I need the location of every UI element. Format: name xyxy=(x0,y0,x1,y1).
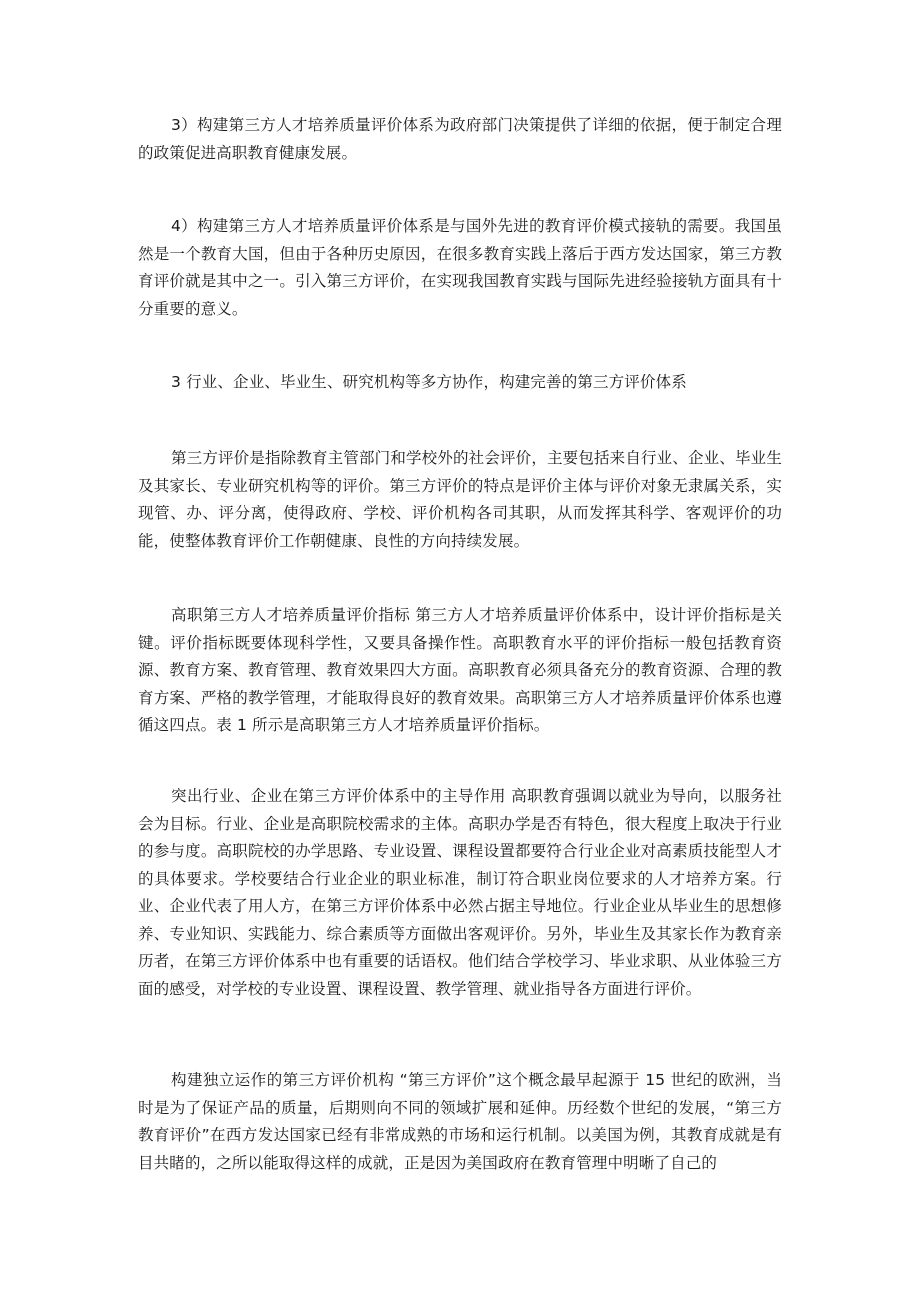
section-heading-3: 3 行业、企业、毕业生、研究机构等多方协作，构建完善的第三方评价体系 xyxy=(171,373,687,391)
paragraph-third-party-definition: 第三方评价是指除教育主管部门和学校外的社会评价，主要包括来自行业、企业、毕业生及其家长、专业研究机构等的评价。第三方评价的特点是评价主体与评价对象无隶属关系，实现管、办、评分离，使得政府、学校、评价机构各司其职，从而发挥其科学、客观评价的功能，使整体教育评价工作朝健康、良性的方向持续发展。 xyxy=(138,449,782,550)
paragraph-independent-agency: 构建独立运作的第三方评价机构 “第三方评价”这个概念最早起源于 15 世纪的欧洲，当时是为了保证产品的质量，后期则向不同的领域扩展和延伸。历经数个世纪的发展，“第三方教育评价”在西方发达国家已经有非常成熟的市场和运行机制。以美国为例，其教育成就是有目共睹的，之所以能取得这样的成就，正是因为美国政府在教育管理中明晰了自己的 xyxy=(138,1071,782,1172)
paragraph-item-3: 3）构建第三方人才培养质量评价体系为政府部门决策提供了详细的依据，便于制定合理的政策促进高职教育健康发展。 xyxy=(138,116,782,162)
paragraph-industry-role: 突出行业、企业在第三方评价体系中的主导作用 高职教育强调以就业为导向，以服务社会为目标。行业、企业是高职院校需求的主体。高职办学是否有特色，很大程度上取决于行业的参与度。高职院校的办学思路、专业设置、课程设置都要符合行业企业对高素质技能型人才的具体要求。学校要结合行业企业的职业标准，制订符合职业岗位要求的人才培养方案。行业、企业代表了用人方，在第三方评价体系中必然占据主导地位。行业企业从毕业生的思想修养、专业知识、实践能力、综合素质等方面做出客观评价。另外，毕业生及其家长作为教育亲历者，在第三方评价体系中也有重要的话语权。他们结合学校学习、毕业求职、从业体验三方面的感受，对学校的专业设置、课程设置、教学管理、就业指导各方面进行评价。 xyxy=(138,787,782,998)
paragraph-item-4: 4）构建第三方人才培养质量评价体系是与国外先进的教育评价模式接轨的需要。我国虽然是一个教育大国，但由于各种历史原因，在很多教育实践上落后于西方发达国家，第三方教育评价就是其中之一。引入第三方评价，在实现我国教育实践与国际先进经验接轨方面具有十分重要的意义。 xyxy=(138,217,782,318)
paragraph-evaluation-indicators: 高职第三方人才培养质量评价指标 第三方人才培养质量评价体系中，设计评价指标是关键。评价指标既要体现科学性，又要具备操作性。高职教育水平的评价指标一般包括教育资源、教育方案、教育管理、教育效果四大方面。高职教育必须具备充分的教育资源、合理的教育方案、严格的教学管理，才能取得良好的教育效果。高职第三方人才培养质量评价体系也遵循这四点。表 1 所示是高职第三方人才培养质量评价指标。 xyxy=(138,606,782,734)
